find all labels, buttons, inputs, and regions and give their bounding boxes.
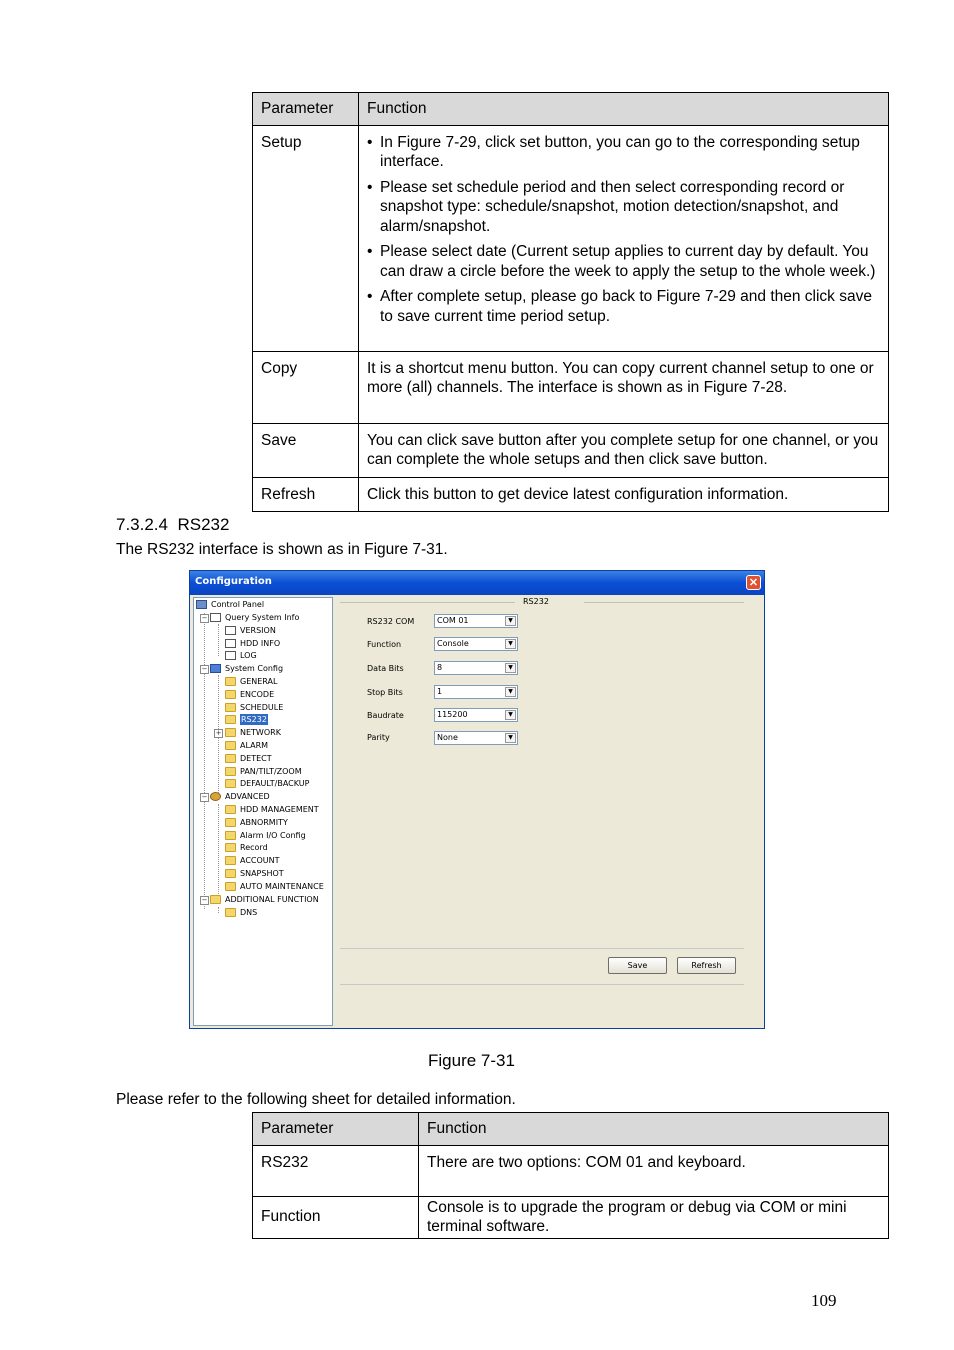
tree-item-rs232[interactable]: RS232 — [225, 714, 268, 725]
folder-icon — [225, 690, 236, 699]
header-function: Function — [419, 1113, 889, 1146]
data-bits-select[interactable]: 8 ▼ — [434, 661, 518, 675]
tree-item-advanced[interactable]: ADVANCED — [210, 791, 270, 802]
refer-text: Please refer to the following sheet for detailed information. — [116, 1091, 516, 1108]
func-setup — [359, 125, 889, 351]
folder-icon — [210, 895, 221, 904]
tree-item-detect[interactable]: DETECT — [225, 753, 272, 764]
intro-text: The RS232 interface is shown as in Figure 7-31. — [116, 541, 448, 558]
rs232-com-select[interactable]: COM 01 ▼ — [434, 614, 518, 628]
chevron-down-icon[interactable]: ▼ — [505, 710, 516, 720]
baudrate-label: Baudrate — [367, 711, 404, 720]
param-save: Save — [253, 423, 359, 477]
collapse-icon[interactable]: − — [201, 614, 208, 622]
gear-icon — [210, 792, 221, 801]
list-item: • After complete setup, please go back to Figure 7-29 and then click save to save current time period setup. — [367, 288, 872, 325]
func-rs232: There are two options: COM 01 and keyboard. — [419, 1145, 889, 1196]
param-refresh: Refresh — [253, 477, 359, 512]
group-title: RS232 — [523, 597, 549, 606]
document-icon — [225, 626, 236, 635]
list-item: • Please set schedule period and then select corresponding record or snapshot type: schedule/snapshot, motion detection/snapshot, and alarm/snapshot. — [367, 178, 845, 235]
save-button[interactable]: Save — [608, 957, 667, 974]
folder-icon — [225, 882, 236, 891]
tree-item-version[interactable]: VERSION — [225, 625, 276, 636]
stop-bits-label: Stop Bits — [367, 688, 403, 697]
tree-item-control-panel[interactable]: Control Panel — [196, 599, 264, 610]
folder-icon — [225, 805, 236, 814]
tree-item-auto-maintenance[interactable]: AUTO MAINTENANCE — [225, 881, 324, 892]
folder-open-icon — [225, 715, 236, 724]
settings-icon — [210, 664, 221, 673]
tree-item-snapshot[interactable]: SNAPSHOT — [225, 868, 284, 879]
divider — [340, 984, 744, 985]
tree-item-record[interactable]: Record — [225, 842, 268, 853]
folder-icon — [225, 677, 236, 686]
document-icon — [225, 651, 236, 660]
tree-item-system-config[interactable]: System Config — [210, 663, 283, 674]
parity-label: Parity — [367, 733, 390, 742]
parity-select[interactable]: None ▼ — [434, 731, 518, 745]
chevron-down-icon[interactable]: ▼ — [505, 639, 516, 649]
list-item: • Please select date (Current setup applies to current day by default. You can draw a circle before the week to apply the setup to the whole week.) — [367, 243, 876, 280]
folder-icon — [225, 779, 236, 788]
configuration-window — [189, 570, 765, 1029]
expand-icon[interactable]: + — [215, 729, 222, 737]
tree-item-default-backup[interactable]: DEFAULT/BACKUP — [225, 778, 309, 789]
document-icon — [210, 613, 221, 622]
func-refresh: Click this button to get device latest configuration information. — [359, 477, 889, 512]
func-function: Console is to upgrade the program or debug via COM or mini terminal software. — [419, 1196, 889, 1238]
param-setup: Setup — [253, 125, 359, 351]
config-tree — [193, 597, 333, 1026]
folder-icon — [225, 869, 236, 878]
folder-icon — [225, 856, 236, 865]
tree-item-abnormity[interactable]: ABNORMITY — [225, 817, 288, 828]
section-heading: 7.3.2.4 RS232 — [116, 515, 230, 534]
tree-item-encode[interactable]: ENCODE — [225, 689, 274, 700]
window-titlebar[interactable] — [190, 571, 764, 595]
param-copy: Copy — [253, 351, 359, 423]
tree-item-alarm[interactable]: ALARM — [225, 740, 268, 751]
folder-icon — [225, 741, 236, 750]
folder-icon — [225, 843, 236, 852]
parameter-table-2 — [252, 1112, 889, 1239]
page-number: 109 — [811, 1291, 837, 1310]
parameter-table-1 — [252, 92, 889, 512]
figure-caption: Figure 7-31 — [428, 1051, 515, 1070]
data-bits-label: Data Bits — [367, 664, 404, 673]
chevron-down-icon[interactable]: ▼ — [505, 663, 516, 673]
folder-icon — [225, 703, 236, 712]
tree-item-alarm-io-config[interactable]: Alarm I/O Config — [225, 830, 306, 841]
document-icon — [225, 639, 236, 648]
tree-item-account[interactable]: ACCOUNT — [225, 855, 280, 866]
tree-item-query-system-info[interactable]: Query System Info — [210, 612, 299, 623]
folder-icon — [225, 767, 236, 776]
chevron-down-icon[interactable]: ▼ — [505, 616, 516, 626]
header-parameter: Parameter — [253, 1113, 419, 1146]
refresh-button[interactable]: Refresh — [677, 957, 736, 974]
func-copy: It is a shortcut menu button. You can copy current channel setup to one or more (all) channels. The interface is shown as in Figure 7-28. — [359, 351, 889, 423]
func-save: You can click save button after you complete setup for one channel, or you can complete the whole setups and then click save button. — [359, 423, 889, 477]
tree-item-schedule[interactable]: SCHEDULE — [225, 702, 283, 713]
folder-icon — [225, 754, 236, 763]
folder-icon — [225, 908, 236, 917]
function-label: Function — [367, 640, 402, 649]
param-function: Function — [253, 1196, 419, 1238]
stop-bits-select[interactable]: 1 ▼ — [434, 685, 518, 699]
header-function: Function — [359, 93, 889, 126]
computer-icon — [196, 600, 207, 609]
chevron-down-icon[interactable]: ▼ — [505, 687, 516, 697]
tree-item-hdd-management[interactable]: HDD MANAGEMENT — [225, 804, 319, 815]
list-item: • In Figure 7-29, click set button, you can go to the corresponding setup interface. — [367, 133, 860, 170]
collapse-icon[interactable]: − — [201, 665, 208, 673]
tree-item-network[interactable]: NETWORK — [225, 727, 281, 738]
tree-item-dns[interactable]: DNS — [225, 907, 257, 918]
folder-icon — [225, 728, 236, 737]
tree-item-log[interactable]: LOG — [225, 650, 257, 661]
close-icon[interactable]: ✕ — [746, 575, 761, 590]
collapse-icon[interactable]: − — [201, 896, 208, 904]
folder-icon — [225, 818, 236, 827]
tree-item-pan-tilt-zoom[interactable]: PAN/TILT/ZOOM — [225, 766, 302, 777]
rs232-com-label: RS232 COM — [367, 617, 415, 626]
param-rs232: RS232 — [253, 1145, 419, 1196]
chevron-down-icon[interactable]: ▼ — [505, 733, 516, 743]
header-parameter: Parameter — [253, 93, 359, 126]
collapse-icon[interactable]: − — [201, 793, 208, 801]
baudrate-select[interactable]: 115200 ▼ — [434, 708, 518, 722]
folder-icon — [225, 831, 236, 840]
divider — [340, 948, 744, 949]
tree-item-additional-function[interactable]: ADDITIONAL FUNCTION — [210, 894, 319, 905]
tree-item-hdd-info[interactable]: HDD INFO — [225, 638, 280, 649]
tree-item-general[interactable]: GENERAL — [225, 676, 277, 687]
rs232-panel — [335, 597, 763, 1026]
function-select[interactable]: Console ▼ — [434, 637, 518, 651]
window-title: Configuration — [195, 576, 272, 587]
